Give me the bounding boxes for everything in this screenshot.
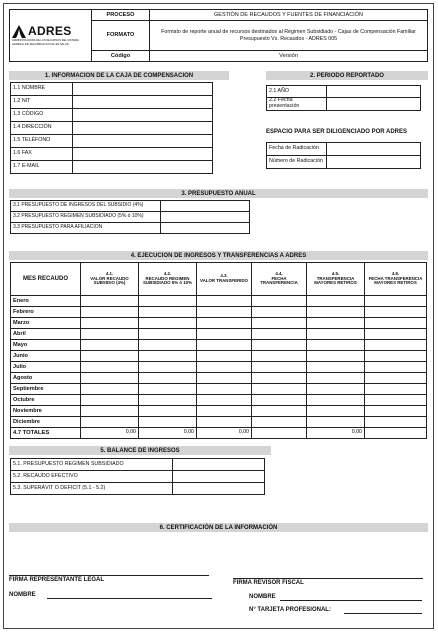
- section3-title: 3. PRESUPUESTO ANUAL: [9, 189, 428, 198]
- month-cell[interactable]: [139, 329, 197, 340]
- month-cell[interactable]: [365, 373, 427, 384]
- col-4-5: [307, 263, 365, 296]
- month-cell[interactable]: [252, 307, 307, 318]
- field-nit-label: 1.2 NIT: [11, 96, 73, 109]
- month-row: [11, 384, 427, 395]
- month-cell[interactable]: [307, 307, 365, 318]
- logo-subtitle-2: GENERAL DE SEGURIDAD SOCIAL EN SALUD: [12, 42, 69, 46]
- section3-table: [10, 200, 250, 234]
- month-cell[interactable]: [81, 329, 139, 340]
- col-4-5-num: 4.5.: [331, 270, 340, 276]
- month-label: Septiembre: [11, 384, 81, 395]
- month-row: [11, 329, 427, 340]
- month-row: [11, 373, 427, 384]
- month-cell[interactable]: [365, 307, 427, 318]
- month-cell[interactable]: [139, 351, 197, 362]
- field-direccion-label: 1.4 DIRECCIÓN: [11, 122, 73, 135]
- month-cell[interactable]: [197, 318, 252, 329]
- logo-subtitle-1: ADMINISTRADORA DE LOS RECURSOS DEL SISTEMA: [12, 39, 79, 43]
- header-table: [9, 9, 428, 62]
- proceso-label: PROCESO: [92, 10, 150, 21]
- total-4-4: [252, 428, 307, 439]
- month-cell[interactable]: [197, 329, 252, 340]
- month-cell[interactable]: [81, 296, 139, 307]
- month-cell[interactable]: [365, 417, 427, 428]
- totals-label: 4.7 TOTALES: [11, 428, 81, 439]
- total-4-6: [365, 428, 427, 439]
- signature-right-title: FIRMA REVISOR FISCAL: [233, 580, 304, 586]
- month-label: Marzo: [11, 318, 81, 329]
- field-nit-input[interactable]: [73, 96, 213, 109]
- month-cell[interactable]: [197, 384, 252, 395]
- month-cell[interactable]: [307, 340, 365, 351]
- month-cell[interactable]: [197, 351, 252, 362]
- month-cell[interactable]: [365, 318, 427, 329]
- month-cell[interactable]: [252, 395, 307, 406]
- signature-right-card-line[interactable]: [344, 613, 422, 614]
- field-codigo-input[interactable]: [73, 109, 213, 122]
- col-4-1-num: 4.1.: [105, 270, 114, 276]
- month-cell[interactable]: [139, 417, 197, 428]
- section2-table: [266, 85, 421, 111]
- field-anio-label: 2.1 AÑO: [267, 86, 327, 98]
- total-4-1: 0,00: [81, 428, 139, 439]
- month-row: [11, 351, 427, 362]
- month-cell[interactable]: [197, 395, 252, 406]
- presupuesto-subsidio-label: 3.1 PRESUPUESTO DE INGRESOS DEL SUBSIDIO (4%): [11, 201, 161, 212]
- codigo-label: Código: [92, 51, 150, 62]
- month-label: Junio: [11, 351, 81, 362]
- fecha-radicacion-input[interactable]: [327, 143, 421, 156]
- month-row: [11, 296, 427, 307]
- total-4-3: 0,00: [197, 428, 252, 439]
- month-cell[interactable]: [197, 340, 252, 351]
- proceso-value: GESTIÓN DE RECAUDOS Y FUENTES DE FINANCIACIÓN: [150, 10, 428, 21]
- month-cell[interactable]: [365, 384, 427, 395]
- section2-title: 2. PERIODO REPORTADO: [266, 71, 428, 80]
- field-telefono-label: 1.5 TELÉFONO: [11, 135, 73, 148]
- col-4-1-text: VALOR RECAUDO SUBSIDIO (4%): [90, 275, 129, 286]
- field-fecha-presentacion-input[interactable]: [327, 98, 421, 111]
- month-row: [11, 417, 427, 428]
- col-4-5-text: TRANSFERENCIA MAYORES RETIROS: [314, 275, 357, 286]
- month-row: [11, 395, 427, 406]
- col-4-4: [252, 263, 307, 296]
- month-cell[interactable]: [307, 318, 365, 329]
- month-cell[interactable]: [365, 362, 427, 373]
- month-label: Octubre: [11, 395, 81, 406]
- month-cell[interactable]: [307, 384, 365, 395]
- month-cell[interactable]: [81, 307, 139, 318]
- month-cell[interactable]: [252, 373, 307, 384]
- col-4-2-text: RECAUDO REGIMEN SUBSIDIADO 5% ó 10%: [142, 275, 193, 286]
- adres-space-table: [266, 142, 421, 169]
- month-cell[interactable]: [252, 384, 307, 395]
- month-cell[interactable]: [81, 395, 139, 406]
- col-4-6: [365, 263, 427, 296]
- signature-left-name: NOMBRE: [9, 592, 36, 598]
- month-cell[interactable]: [252, 318, 307, 329]
- field-fax-label: 1.6 FAX: [11, 148, 73, 161]
- month-cell[interactable]: [307, 362, 365, 373]
- month-cell[interactable]: [252, 296, 307, 307]
- month-cell[interactable]: [81, 318, 139, 329]
- month-cell[interactable]: [81, 362, 139, 373]
- month-cell[interactable]: [197, 307, 252, 318]
- month-label: Julio: [11, 362, 81, 373]
- col-4-4-text: FECHA TRANSFERENCIA: [260, 275, 298, 286]
- section1-table: [10, 82, 213, 174]
- section4-title: 4. EJECUCION DE INGRESOS Y TRANSFERENCIAS A ADRES: [9, 251, 428, 260]
- month-cell[interactable]: [139, 373, 197, 384]
- balance-presupuesto-label: 5.1. PRESUPUESTO REGIMEN SUBSIDIADO: [11, 459, 173, 471]
- signature-left-name-line[interactable]: [47, 598, 212, 599]
- signature-line-left: [9, 575, 209, 576]
- month-label: Mayo: [11, 340, 81, 351]
- month-cell[interactable]: [307, 329, 365, 340]
- field-fax-input[interactable]: [73, 148, 213, 161]
- section5-table: [10, 458, 265, 495]
- month-label: Enero: [11, 296, 81, 307]
- section4-header-row: [11, 263, 427, 296]
- col-4-1: [81, 263, 139, 296]
- total-4-2: 0,00: [139, 428, 197, 439]
- month-label: Diciembre: [11, 417, 81, 428]
- signature-right-name: NOMBRE: [249, 594, 276, 600]
- field-direccion-input[interactable]: [73, 122, 213, 135]
- numero-radicacion-label: Número de Radicación: [267, 156, 327, 169]
- month-cell[interactable]: [365, 329, 427, 340]
- formato-value: Formato de reporte anual de recursos destinados al Régimen Subsidiado - Cajas de Compensación Familiar Presupuesto Vs. Recaudos - ADRES 005: [150, 21, 428, 51]
- month-label: Abril: [11, 329, 81, 340]
- month-cell[interactable]: [307, 417, 365, 428]
- field-codigo-label: 1.3 CÓDIGO: [11, 109, 73, 122]
- field-nombre-input[interactable]: [73, 83, 213, 96]
- field-telefono-input[interactable]: [73, 135, 213, 148]
- formato-label: FORMATO: [92, 21, 150, 51]
- signature-left-title: FIRMA REPRESENTANTE LEGAL: [9, 577, 105, 583]
- month-cell[interactable]: [81, 384, 139, 395]
- adres-logo-icon: [12, 25, 26, 38]
- field-anio-input[interactable]: [327, 86, 421, 98]
- field-email-input[interactable]: [73, 161, 213, 174]
- month-cell[interactable]: [81, 406, 139, 417]
- presupuesto-afiliacion-input[interactable]: [161, 223, 250, 234]
- numero-radicacion-input[interactable]: [327, 156, 421, 169]
- col-mes-recaudo: MES RECAUDO: [11, 263, 81, 296]
- month-cell[interactable]: [307, 406, 365, 417]
- month-cell[interactable]: [139, 307, 197, 318]
- col-4-4-num: 4.4.: [275, 270, 283, 276]
- section6-title: 6. CERTIFICACIÓN DE LA INFORMACIÓN: [9, 523, 428, 532]
- month-cell[interactable]: [197, 417, 252, 428]
- month-cell[interactable]: [139, 318, 197, 329]
- month-cell[interactable]: [252, 351, 307, 362]
- total-4-5: 0,00: [307, 428, 365, 439]
- month-cell[interactable]: [197, 406, 252, 417]
- field-email-label: 1.7 E-MAIL: [11, 161, 73, 174]
- month-cell[interactable]: [139, 384, 197, 395]
- version-label: Versión: [150, 51, 428, 62]
- month-label: Febrero: [11, 307, 81, 318]
- field-nombre-label: 1.1 NOMBRE: [11, 83, 73, 96]
- balance-presupuesto-input[interactable]: [173, 459, 265, 471]
- col-4-6-text: FECHA TRANSFERENCIA MAYORES RETIROS: [368, 275, 423, 286]
- col-4-6-num: 4.6.: [391, 270, 400, 276]
- month-cell[interactable]: [81, 373, 139, 384]
- month-cell[interactable]: [81, 351, 139, 362]
- month-cell[interactable]: [252, 329, 307, 340]
- balance-superavit-label: 5.3. SUPERÁVIT O DEFICIT (5.1 - 5.2): [11, 483, 173, 495]
- month-cell[interactable]: [252, 406, 307, 417]
- col-4-2-num: 4.2.: [163, 270, 172, 276]
- section4-table: [10, 262, 427, 439]
- month-row: [11, 406, 427, 417]
- month-row: [11, 340, 427, 351]
- month-row: [11, 307, 427, 318]
- month-cell[interactable]: [197, 296, 252, 307]
- month-cell[interactable]: [307, 373, 365, 384]
- month-cell[interactable]: [365, 406, 427, 417]
- fecha-radicacion-label: Fecha de Radicación: [267, 143, 327, 156]
- month-row: [11, 318, 427, 329]
- balance-recaudo-label: 5.2. RECAUDO EFECTIVO: [11, 471, 173, 483]
- col-4-3-num: 4.3.: [220, 273, 228, 279]
- month-cell[interactable]: [139, 395, 197, 406]
- col-4-3: [197, 263, 252, 296]
- signature-right-name-line[interactable]: [280, 600, 422, 601]
- month-label: Noviembre: [11, 406, 81, 417]
- month-cell[interactable]: [197, 373, 252, 384]
- adres-space-title: ESPACIO PARA SER DILIGENCIADO POR ADRES: [266, 129, 408, 135]
- month-cell[interactable]: [365, 351, 427, 362]
- signature-right-card: N° TARJETA PROFESIONAL:: [249, 607, 331, 613]
- month-cell[interactable]: [252, 362, 307, 373]
- month-cell[interactable]: [139, 296, 197, 307]
- month-cell[interactable]: [139, 340, 197, 351]
- field-fecha-presentacion-label: 2.2 Fecha presentación: [267, 98, 327, 111]
- month-cell[interactable]: [252, 417, 307, 428]
- month-cell[interactable]: [307, 296, 365, 307]
- month-label: Agosto: [11, 373, 81, 384]
- col-4-2: [139, 263, 197, 296]
- month-cell[interactable]: [365, 395, 427, 406]
- month-cell[interactable]: [307, 351, 365, 362]
- month-row: [11, 362, 427, 373]
- section1-title: 1. INFORMACION DE LA CAJA DE COMPENSACION: [9, 71, 229, 80]
- presupuesto-regimen-label: 3.2 PRESUPUESTO REGIMEN SUBSIDIADO (5% ó 10%): [11, 212, 161, 223]
- balance-recaudo-input[interactable]: [173, 471, 265, 483]
- balance-superavit-input[interactable]: [173, 483, 265, 495]
- signature-line-right: [233, 578, 423, 579]
- month-cell[interactable]: [197, 362, 252, 373]
- totals-row: [11, 428, 427, 439]
- presupuesto-regimen-input[interactable]: [161, 212, 250, 223]
- month-cell[interactable]: [252, 340, 307, 351]
- month-cell[interactable]: [365, 296, 427, 307]
- month-cell[interactable]: [365, 340, 427, 351]
- month-cell[interactable]: [307, 395, 365, 406]
- presupuesto-afiliacion-label: 3.3 PRESUPUESTO PARA AFILIACION: [11, 223, 161, 234]
- presupuesto-subsidio-input[interactable]: [161, 201, 250, 212]
- month-cell[interactable]: [139, 362, 197, 373]
- logo-cell: [10, 10, 92, 62]
- month-cell[interactable]: [139, 406, 197, 417]
- month-cell[interactable]: [81, 340, 139, 351]
- month-cell[interactable]: [81, 417, 139, 428]
- logo-text: ADRES: [28, 24, 72, 39]
- section5-title: 5. BALANCE DE INGRESOS: [9, 446, 271, 455]
- col-4-3-text: VALOR TRANSFERIDO: [200, 278, 248, 283]
